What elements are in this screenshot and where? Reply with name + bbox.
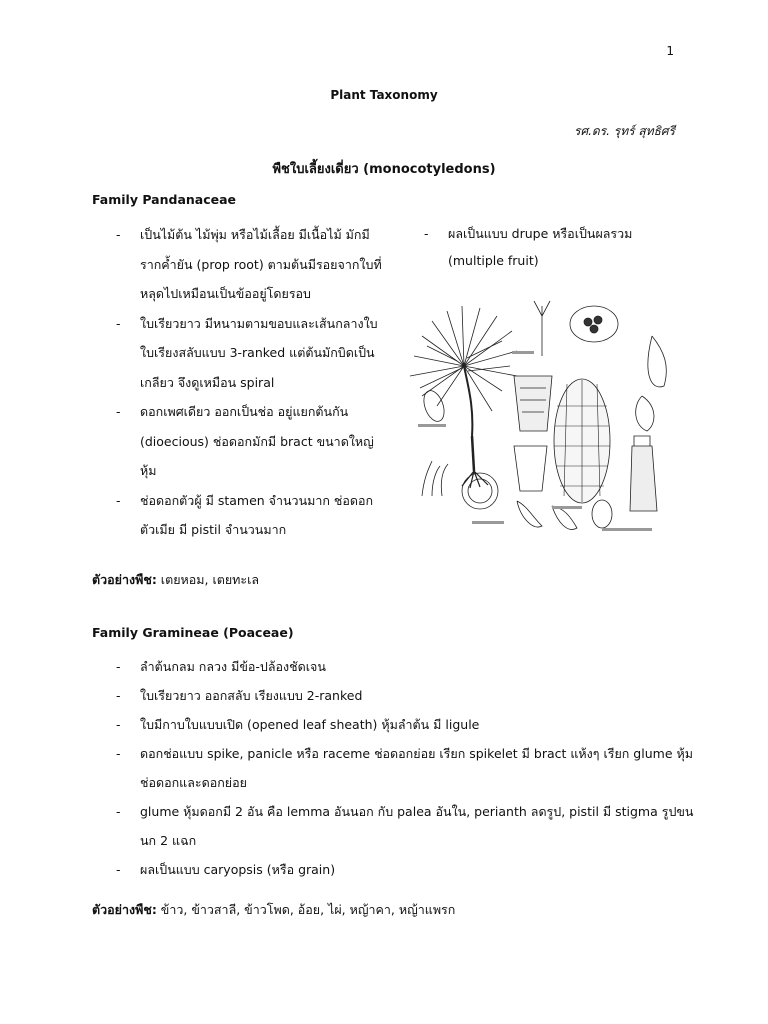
family-gramineae-heading: Family Gramineae (Poaceae) xyxy=(92,625,294,640)
page-number: 1 xyxy=(666,44,674,58)
family-pandanaceae-heading: Family Pandanaceae xyxy=(92,192,237,207)
author: รศ.ดร. รุทร์ สุทธิศรี xyxy=(574,124,675,138)
pandanus-illustration xyxy=(402,296,680,541)
list-item: - ใบมีกาบใบแบบเปิด (opened leaf sheath) หุ้มลำต้น มี ligule xyxy=(116,710,696,739)
gramineae-example xyxy=(92,900,455,920)
pandanaceae-left-list xyxy=(116,220,386,545)
gramineae-list xyxy=(116,652,696,884)
list-item: - ดอกช่อแบบ spike, panicle หรือ raceme ช่อดอกย่อย เรียก spikelet มี bract แห้งๆ เรียก glume หุ้มช่อดอกและดอกย่อย xyxy=(116,739,696,797)
document-title: Plant Taxonomy xyxy=(330,88,438,102)
list-item: - ผลเป็นแบบ caryopsis (หรือ grain) xyxy=(116,855,696,884)
list-item: - ดอกเพศเดียว ออกเป็นช่อ อยู่แยกต้นกัน (dioecious) ช่อดอกมักมี bract ขนาดใหญ่หุ้ม xyxy=(116,397,386,486)
list-item: - เป็นไม้ต้น ไม้พุ่ม หรือไม้เลื้อย มีเนื้อไม้ มักมีรากค้ำยัน (prop root) ตามต้นมีรอยจากใบที่หลุดไปเหมือนเป็นข้ออยู่โดยรอบ xyxy=(116,220,386,309)
list-item: - ใบเรียวยาว ออกสลับ เรียงแบบ 2-ranked xyxy=(116,681,696,710)
list-item: - ลำต้นกลม กลวง มีข้อ-ปล้องชัดเจน xyxy=(116,652,696,681)
pandanaceae-example xyxy=(92,570,259,590)
example-text: เตยหอม, เตยทะเล xyxy=(156,572,260,587)
list-item: - ผลเป็นแบบ drupe หรือเป็นผลรวม (multiple fruit) xyxy=(424,220,684,274)
list-item: - ใบเรียวยาว มีหนามตามขอบและเส้นกลางใบ ใบเรียงสลับแบบ 3-ranked แต่ต้นมักบิดเป็นเกลียว จึงดูเหมือน spiral xyxy=(116,309,386,398)
list-item: - ช่อดอกตัวผู้ มี stamen จำนวนมาก ช่อดอกตัวเมีย มี pistil จำนวนมาก xyxy=(116,486,386,545)
example-label: ตัวอย่างพืช: xyxy=(92,572,157,587)
example-label: ตัวอย่างพืช: xyxy=(92,902,157,917)
pandanus-tree-drawing xyxy=(410,306,517,488)
section-title: พืชใบเลี้ยงเดี่ยว (monocotyledons) xyxy=(272,162,496,177)
list-item: - glume หุ้มดอกมี 2 อัน คือ lemma อันนอก กับ palea อันใน, perianth ลดรูป, pistil มี stigma รูปขนนก 2 แฉก xyxy=(116,797,696,855)
pandanaceae-right-list xyxy=(424,220,684,274)
example-text: ข้าว, ข้าวสาลี, ข้าวโพด, อ้อย, ไผ่, หญ้าคา, หญ้าแพรก xyxy=(156,902,456,917)
